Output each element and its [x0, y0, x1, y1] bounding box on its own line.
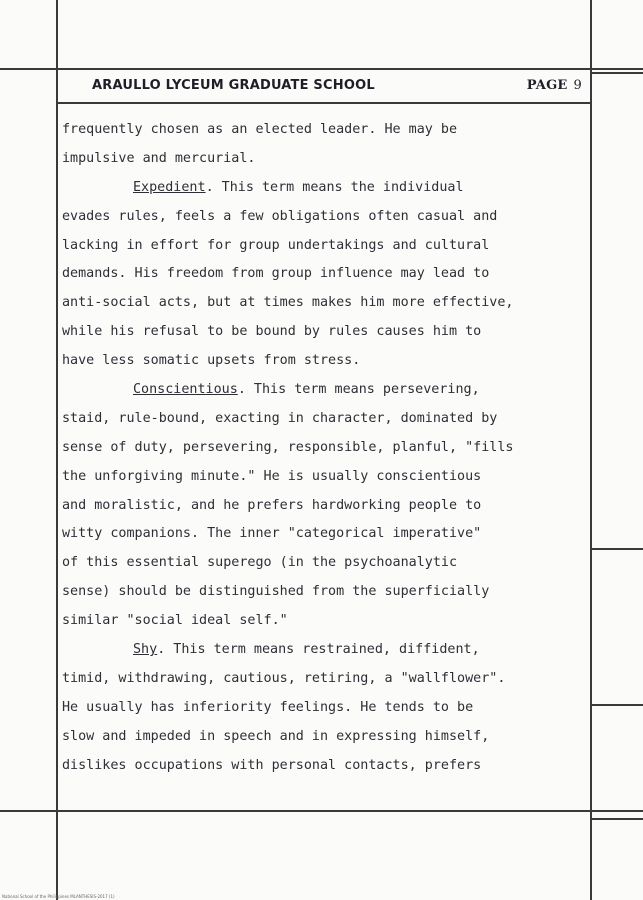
text-line: sense) should be distinguished from the superficially: [62, 584, 490, 600]
text-line: Expedient. This term means the individual: [133, 179, 464, 195]
text-line: sense of duty, persevering, responsible, planful, "fills: [62, 439, 514, 455]
text-line: the unforgiving minute." He is usually conscientious: [62, 468, 482, 484]
footer-top-rule: [0, 810, 643, 812]
scan-footer: National School of the Philippines MLANTHESIS-2017 (1): [2, 894, 115, 899]
text-line: similar "social ideal self.": [62, 613, 288, 629]
text-line: timid, withdrawing, cautious, retiring, a "wallflower".: [62, 670, 506, 686]
text-line: He usually has inferiority feelings. He tends to be: [62, 699, 474, 715]
text-line: dislikes occupations with personal contacts, prefers: [62, 757, 482, 773]
page-number: 9: [573, 78, 582, 93]
text-line: have less somatic upsets from stress.: [62, 353, 361, 369]
left-margin-line: [56, 0, 58, 900]
header-top-rule: [0, 68, 643, 70]
text-line: while his refusal to be bound by rules causes him to: [62, 324, 482, 340]
text-line: slow and impeded in speech and in expressing himself,: [62, 728, 490, 744]
text-line: impulsive and mercurial.: [62, 150, 256, 166]
text-line: frequently chosen as an elected leader. He may be: [62, 122, 458, 137]
page-header: [92, 78, 582, 93]
text-line: of this essential superego (in the psychoanalytic: [62, 555, 458, 571]
right-tick-rule: [590, 72, 643, 74]
text-line: Shy. This term means restrained, diffident,: [133, 642, 480, 658]
page-number-label: PAGE 9: [526, 78, 582, 93]
text-line: demands. His freedom from group influence may lead to: [62, 266, 490, 282]
text-line: anti-social acts, but at times makes him more effective,: [62, 295, 514, 311]
text-line: and moralistic, and he prefers hardworking people to: [62, 497, 482, 513]
text-line: staid, rule-bound, exacting in character, dominated by: [62, 410, 498, 426]
text-line: lacking in effort for group undertakings and cultural: [62, 237, 490, 253]
term-heading: Shy: [133, 642, 158, 658]
header-bottom-rule: [56, 102, 590, 104]
footer-right-rule: [590, 818, 643, 820]
text-line: evades rules, feels a few obligations often casual and: [62, 208, 498, 224]
document-body: [62, 116, 602, 780]
term-heading: Conscientious: [133, 382, 238, 398]
text-line: Conscientious. This term means persevering,: [133, 382, 480, 398]
school-title: ARAULLO LYCEUM GRADUATE SCHOOL: [92, 78, 375, 93]
term-heading: Expedient: [133, 179, 206, 195]
text-line: witty companions. The inner "categorical imperative": [62, 526, 482, 542]
